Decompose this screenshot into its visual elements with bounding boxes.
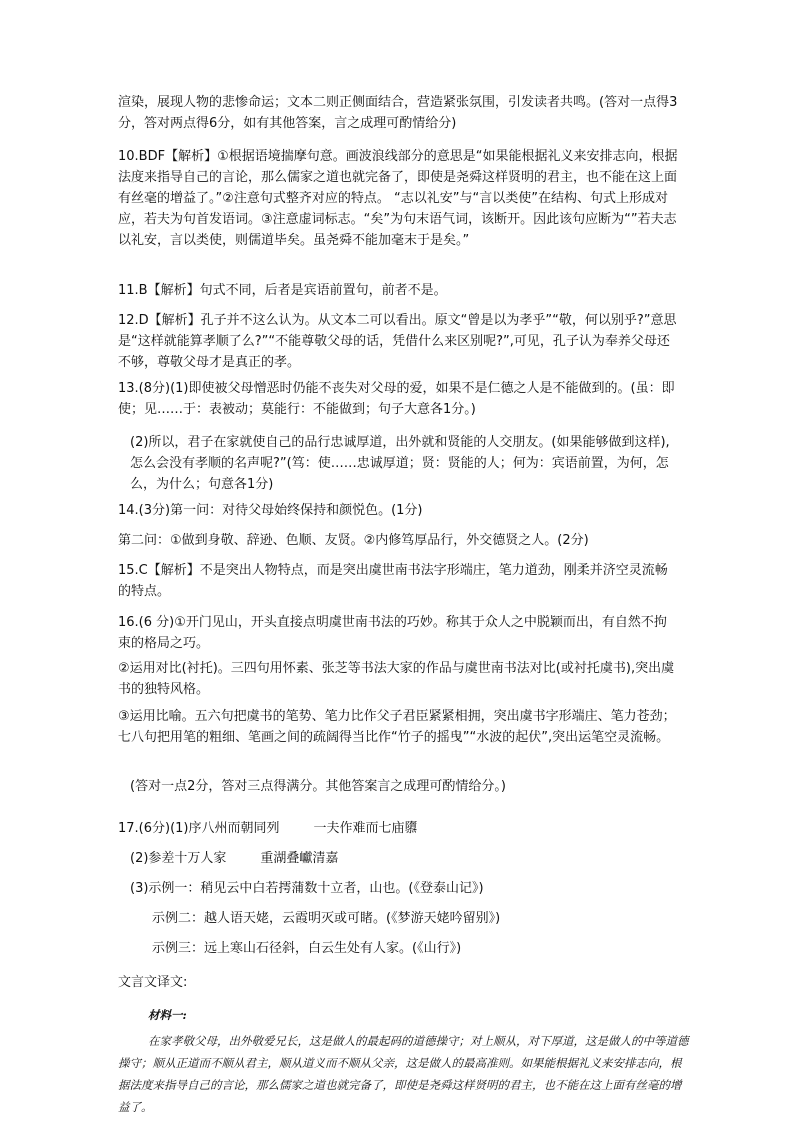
answer-10: 10.BDF【解析】①根据语境揣摩句意。画波浪线部分的意思是“如果能根据礼义来安排志向，根据法度来指导自己的言论，那么儒家之道也就完备了，即使是尧舜这样贤明的君主，也不能在这上面有丝毫的增益了。”②注意句式整齐对应的特点。 “志以礼安”与“言以类使”在结构、句式上形成对应，若夫为句首发语词。③注意虚词标志。“矣”为句末语气词，该断开。因此该句应断为“”若夫志以礼安，言以类使，则儒道毕矣。虽尧舜不能加毫末于是矣。” <box>118 149 678 248</box>
answer-17-line-2 <box>130 848 678 869</box>
answer-17-example-3: 示例三：远上寒山石径斜，白云生处有人家。(《山行》) <box>152 941 462 956</box>
answer-13-1: 13.(8分)(1)即使被父母憎恶时仍能不丧失对父母的爱，如果不是仁德之人是不能做到的。(虽：即使；见……于：表被动；莫能行：不能做到；句子大意各1分。) <box>118 381 675 417</box>
answer-16-scoring: (答对一点2分，答对三点得满分。其他答案言之成理可酌情给分。) <box>130 779 506 794</box>
answer-17-1a: 17.(6分)(1)序八州而朝同列 <box>118 821 280 836</box>
answer-16-2: ②运用对比(衬托)。三四句用怀素、张芝等书法大家的作品与虞世南书法对比(或衬托虞书),突出虞书的独特风格。 <box>118 661 675 697</box>
answer-17-1b: 一夫作难而七庙隳 <box>313 821 418 836</box>
translation-heading: 文言文译文: <box>118 975 188 990</box>
answer-13-2: (2)所以，君子在家就使自己的品行忠诚厚道，出外就和贤能的人交朋友。(如果能够做到这样),怎么会没有孝顺的名声呢?”(笃：使……忠诚厚道；贤：贤能的人；何为：宾语前置，为何，怎么，为什么；句意各1分) <box>130 435 670 492</box>
answer-16-3: ③运用比喻。五六句把虞书的笔势、笔力比作父子君臣紧紧相拥，突出虞书字形端庄、笔力苍劲；七八句把用笔的粗细、笔画之间的疏阔得当比作“竹子的摇曳”“水波的起伏”,突出运笔空灵流畅。 <box>118 709 676 745</box>
material-one-translation: 在家孝敬父母，出外敬爱兄长，这是做人的最起码的道德操守；对上顺从，对下厚道，这是做人的中等道德操守；顺从正道而不顺从君主，顺从道义而不顺从父亲，这是做人的最高准则。如果能根据礼义来安排志向，根据法度来指导自己的言论，那么儒家之道也就完备了，即使是尧舜这样贤明的君主，也不能在这上面有丝毫的增益了。 <box>118 1034 689 1114</box>
answer-17-line-1 <box>118 818 678 839</box>
answer-17-example-1: (3)示例一：稍见云中白若摴蒲数十立者，山也。(《登泰山记》) <box>130 881 484 896</box>
answer-14-q1: 14.(3分)第一问：对待父母始终保持和颜悦色。(1分) <box>118 503 423 518</box>
answer-15: 15.C【解析】不是突出人物特点，而是突出虞世南书法字形端庄，笔力道劲，刚柔并济空灵流畅的特点。 <box>118 563 668 599</box>
answer-16-1: 16.(6 分)①开门见山，开头直接点明虞世南书法的巧妙。称其于众人之中脱颖而出，有自然不拘束的格局之巧。 <box>118 615 667 651</box>
paragraph-9-continued: 渲染，展现人物的悲惨命运；文本二则正侧面结合，营造紧张氛围，引发读者共鸣。(答对一点得3分，答对两点得6分，如有其他答案，言之成理可酌情给分) <box>118 95 678 131</box>
answer-17-example-2: 示例二：越人语天姥，云霞明灭或可睹。(《梦游天姥吟留别》) <box>152 911 501 926</box>
material-one-heading: 材料一: <box>148 1008 187 1022</box>
answer-11: 11.B【解析】句式不同，后者是宾语前置句，前者不是。 <box>118 283 447 298</box>
answer-12: 12.D【解析】孔子并不这么认为。从文本二可以看出。原文“曾是以为孝乎”“敬，何以别乎?”意思是“这样就能算孝顺了么?”“不能尊敬父母的话，凭借什么来区别呢?”,可见，孔子认为奉养父母还不够，尊敬父母才是真正的孝。 <box>118 313 677 370</box>
answer-17-2b: 重湖叠巘清嘉 <box>260 851 339 866</box>
answer-14-q2: 第二问：①做到身敬、辞逊、色顺、友贤。②内修笃厚品行，外交德贤之人。(2分) <box>118 533 589 548</box>
answer-17-2a: (2)参差十万人家 <box>130 851 227 866</box>
